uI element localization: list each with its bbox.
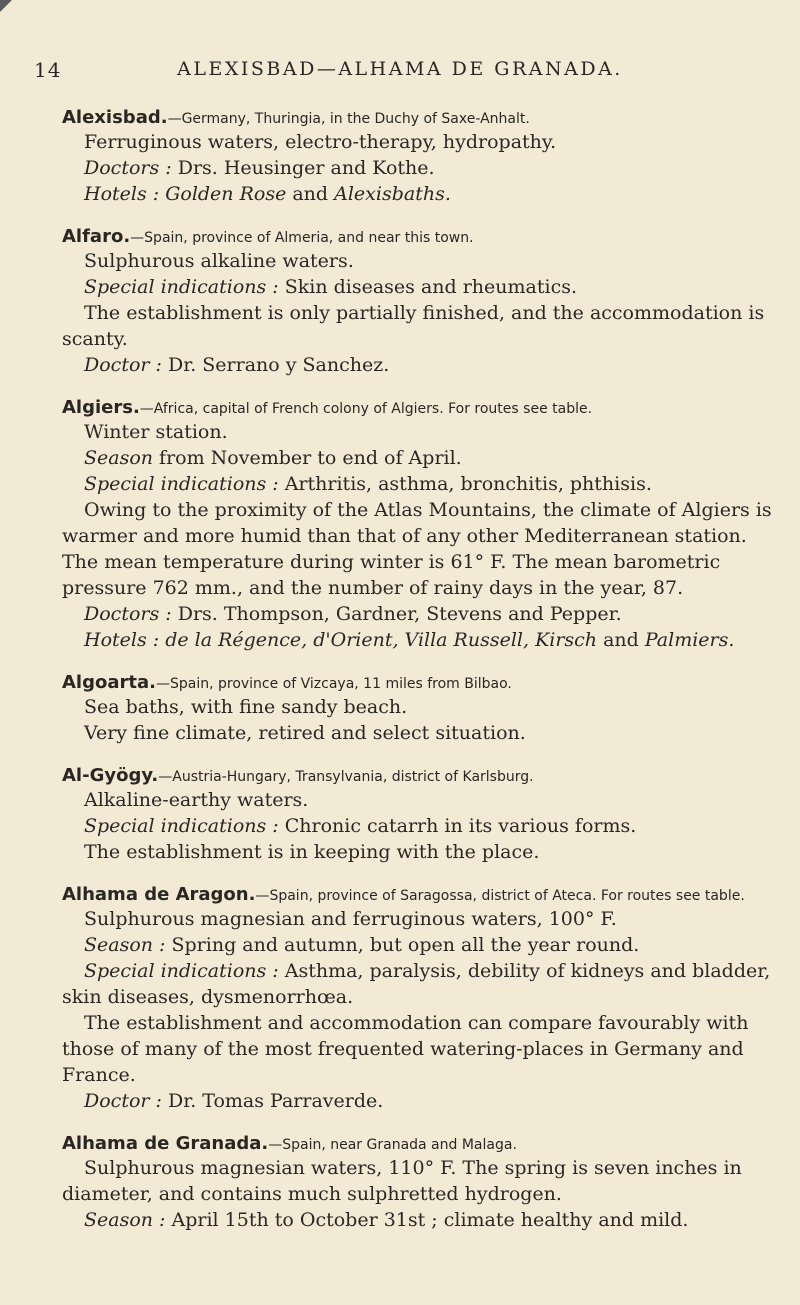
entry-alhama-de-granada xyxy=(62,1134,774,1233)
line-text: Sulphurous alkaline waters. xyxy=(84,250,354,272)
gazetteer-entries xyxy=(62,108,774,1253)
entry-alfaro xyxy=(62,227,774,378)
entry-line xyxy=(62,1088,774,1114)
line-label: Season : xyxy=(84,1209,166,1231)
line-label: Special indications : xyxy=(84,960,279,982)
line-text: Sulphurous magnesian and ferruginous waters, 100° F. xyxy=(84,908,617,930)
entry-name: Alhama de Aragon. xyxy=(62,884,256,905)
line-text: The establishment and accommodation can compare favourably with those of many of the most frequented watering-places in Germany and France. xyxy=(62,1012,749,1086)
entry-line xyxy=(62,445,774,471)
line-text: The establishment is in keeping with the place. xyxy=(84,841,540,863)
entry-line xyxy=(62,471,774,497)
entry-line xyxy=(62,274,774,300)
line-text: Drs. Heusinger and Kothe. xyxy=(171,157,435,179)
line-label: Hotels : xyxy=(84,183,160,205)
line-text: The establishment is only partially finished, and the accommodation is scanty. xyxy=(62,302,765,350)
entry-alexisbad xyxy=(62,108,774,207)
line-text: Sulphurous magnesian waters, 110° F. The spring is seven inches in diameter, and contains much sulphretted hydrogen. xyxy=(62,1157,742,1205)
entry-location: —Austria-Hungary, Transylvania, district of Karlsburg. xyxy=(158,769,534,785)
running-title: ALEXISBAD—ALHAMA DE GRANADA. xyxy=(177,58,623,80)
line-label: Doctor : xyxy=(84,354,162,376)
entry-algiers xyxy=(62,398,774,653)
entry-line xyxy=(62,627,774,653)
entry-line xyxy=(62,813,774,839)
entry-name: Algiers. xyxy=(62,397,140,418)
line-text: Ferruginous waters, electro-therapy, hydropathy. xyxy=(84,131,557,153)
entry-line xyxy=(62,787,774,813)
hotel-name-last: Alexisbaths. xyxy=(334,183,451,205)
line-text: from November to end of April. xyxy=(153,447,462,469)
entry-line xyxy=(62,839,774,865)
entry-al-gyogy xyxy=(62,766,774,865)
line-label: Doctors : xyxy=(84,157,172,179)
entry-location: —Germany, Thuringia, in the Duchy of Saxe-Anhalt. xyxy=(167,111,530,127)
entry-line xyxy=(62,497,774,601)
entry-heading xyxy=(62,885,774,906)
entry-line xyxy=(62,419,774,445)
entry-location: —Spain, province of Saragossa, district of Ateca. For routes see table. xyxy=(255,888,745,904)
line-text: Dr. Tomas Parraverde. xyxy=(161,1090,384,1112)
line-text: Asthma, paralysis, debility of kidneys and bladder, skin diseases, dysmenorrhœa. xyxy=(62,960,771,1008)
entry-location: —Spain, province of Almeria, and near this town. xyxy=(130,230,474,246)
line-label: Special indications : xyxy=(84,276,279,298)
entry-line xyxy=(62,720,774,746)
line-text: Dr. Serrano y Sanchez. xyxy=(161,354,390,376)
entry-line xyxy=(62,932,774,958)
entry-line xyxy=(62,1155,774,1207)
entry-name: Alhama de Granada. xyxy=(62,1133,269,1154)
line-label: Special indications : xyxy=(84,815,279,837)
entry-heading xyxy=(62,766,774,787)
line-text: Drs. Thompson, Gardner, Stevens and Pepper. xyxy=(171,603,622,625)
page-number: 14 xyxy=(34,58,62,82)
line-label: Doctors : xyxy=(84,603,172,625)
entry-line xyxy=(62,352,774,378)
line-text: Chronic catarrh in its various forms. xyxy=(278,815,637,837)
line-label: Season : xyxy=(84,934,166,956)
entry-line xyxy=(62,155,774,181)
entry-line xyxy=(62,181,774,207)
entry-line xyxy=(62,248,774,274)
entry-name: Alexisbad. xyxy=(62,107,168,128)
entry-location: —Spain, near Granada and Malaga. xyxy=(268,1137,517,1153)
hotel-name-last: Palmiers. xyxy=(644,629,735,651)
entry-heading xyxy=(62,398,774,419)
entry-location: —Africa, capital of French colony of Algiers. For routes see table. xyxy=(139,401,593,417)
conjunction: and xyxy=(286,183,335,205)
page-corner-mark xyxy=(0,0,12,12)
entry-heading xyxy=(62,227,774,248)
entry-heading xyxy=(62,1134,774,1155)
line-text: Skin diseases and rheumatics. xyxy=(278,276,578,298)
entry-name: Al-Gyögy. xyxy=(62,765,159,786)
entry-name: Algoarta. xyxy=(62,672,156,693)
line-text: Alkaline-earthy waters. xyxy=(84,789,309,811)
entry-heading xyxy=(62,673,774,694)
conjunction: and xyxy=(597,629,645,651)
entry-line xyxy=(62,129,774,155)
entry-heading xyxy=(62,108,774,129)
entry-line xyxy=(62,300,774,352)
line-text: Arthritis, asthma, bronchitis, phthisis. xyxy=(278,473,652,495)
entry-line xyxy=(62,694,774,720)
line-text: Sea baths, with fine sandy beach. xyxy=(84,696,408,718)
line-label: Hotels : xyxy=(84,629,160,651)
hotel-names: de la Régence, d'Orient, Villa Russell, Kirsch xyxy=(159,629,598,651)
line-text: Owing to the proximity of the Atlas Mountains, the climate of Algiers is warmer and more humid than that of any other Mediterranean station. The mean temperature during winter is 61° F. The mean barometric pressure 762 mm., and the number of rainy days in the year, 87. xyxy=(62,499,772,599)
entry-line xyxy=(62,906,774,932)
entry-name: Alfaro. xyxy=(62,226,131,247)
hotel-names: Golden Rose xyxy=(159,183,287,205)
entry-line xyxy=(62,1010,774,1088)
entry-line xyxy=(62,958,774,1010)
entry-alhama-de-aragon xyxy=(62,885,774,1114)
entry-line xyxy=(62,601,774,627)
line-label: Season xyxy=(84,447,154,469)
line-text: Spring and autumn, but open all the year round. xyxy=(165,934,640,956)
line-text: April 15th to October 31st ; climate healthy and mild. xyxy=(165,1209,689,1231)
line-label: Special indications : xyxy=(84,473,279,495)
entry-location: —Spain, province of Vizcaya, 11 miles from Bilbao. xyxy=(155,676,512,692)
entry-line xyxy=(62,1207,774,1233)
line-label: Doctor : xyxy=(84,1090,162,1112)
line-text: Winter station. xyxy=(84,421,228,443)
entry-algoarta xyxy=(62,673,774,746)
line-text: Very fine climate, retired and select situation. xyxy=(84,722,526,744)
